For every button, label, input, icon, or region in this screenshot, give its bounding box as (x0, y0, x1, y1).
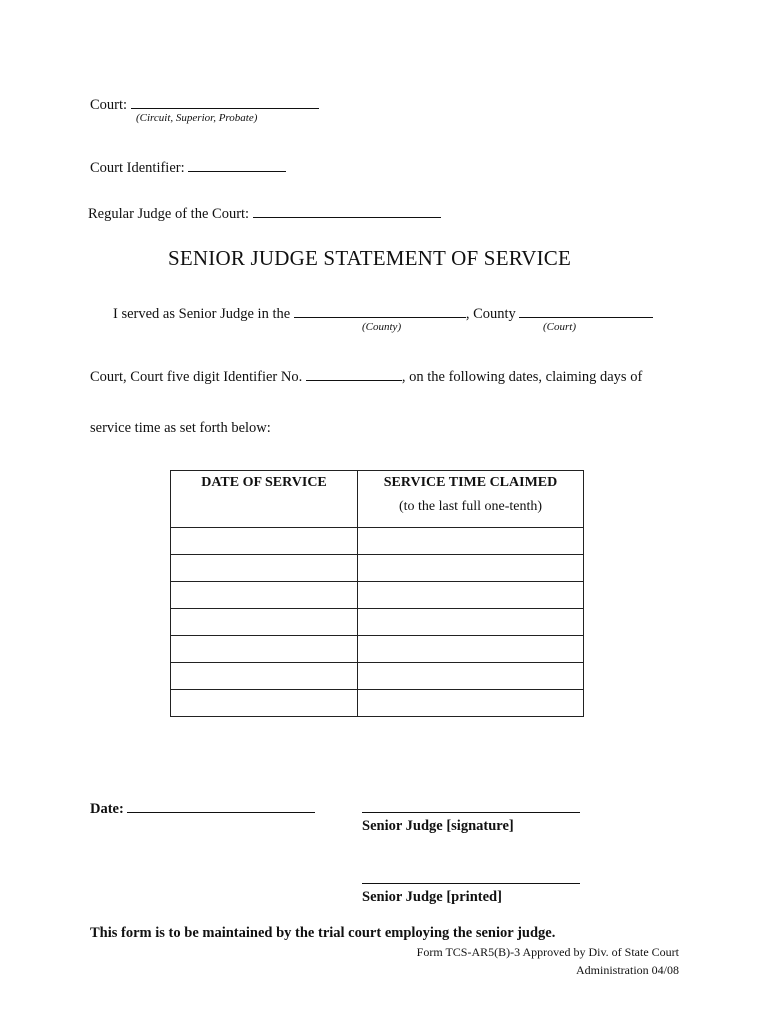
regular-judge-field (88, 203, 441, 223)
identifier-suffix: , on the following dates, claiming days of (401, 369, 643, 385)
signature-line[interactable] (362, 812, 580, 813)
county-input[interactable] (294, 303, 466, 318)
service-time-subheader: (to the last full one-tenth) (398, 499, 543, 514)
date-cell[interactable] (171, 582, 358, 609)
time-cell[interactable] (358, 663, 584, 690)
court-label: Court: (90, 97, 128, 113)
county-label: , County (465, 306, 516, 322)
table-row (171, 663, 584, 690)
date-label: Date: (90, 801, 124, 817)
page-title: SENIOR JUDGE STATEMENT OF SERVICE (168, 246, 572, 270)
court-identifier-label: Court Identifier: (90, 160, 185, 176)
time-cell[interactable] (358, 609, 584, 636)
table-header-row (171, 471, 584, 528)
time-cell[interactable] (358, 690, 584, 717)
service-table (170, 470, 584, 717)
date-input[interactable] (127, 798, 315, 813)
court-identifier-input[interactable] (188, 157, 286, 172)
form-number: Form TCS-AR5(B)-3 Approved by Div. of State Court (416, 945, 679, 959)
date-of-service-header (171, 471, 358, 528)
table-row (171, 609, 584, 636)
court-identifier-field (90, 157, 286, 177)
court-field (90, 94, 319, 114)
time-cell[interactable] (358, 528, 584, 555)
date-cell[interactable] (171, 636, 358, 663)
service-time-header-label: SERVICE TIME CLAIMED (383, 475, 558, 490)
court-name-hint: (Court) (543, 321, 576, 333)
statement-line-2 (90, 366, 642, 386)
signature-label: Senior Judge [signature] (362, 818, 514, 834)
statement-line-3: service time as set forth below: (90, 420, 271, 436)
court-name-input[interactable] (519, 303, 653, 318)
statement-line-1 (113, 303, 653, 323)
statement-prefix: I served as Senior Judge in the (113, 306, 291, 322)
table-row (171, 555, 584, 582)
date-cell[interactable] (171, 663, 358, 690)
time-cell[interactable] (358, 555, 584, 582)
printed-name-line[interactable] (362, 883, 580, 884)
footer-notice: This form is to be maintained by the trial court employing the senior judge. (90, 925, 556, 941)
court-hint: (Circuit, Superior, Probate) (136, 112, 258, 124)
date-cell[interactable] (171, 690, 358, 717)
date-field (90, 798, 315, 818)
court-input[interactable] (131, 94, 319, 109)
regular-judge-input[interactable] (253, 203, 441, 218)
date-cell[interactable] (171, 609, 358, 636)
time-cell[interactable] (358, 582, 584, 609)
regular-judge-label: Regular Judge of the Court: (88, 206, 250, 222)
table-row (171, 528, 584, 555)
table-row (171, 582, 584, 609)
form-administration: Administration 04/08 (576, 963, 679, 977)
table-row (171, 690, 584, 717)
date-of-service-header-label: DATE OF SERVICE (201, 475, 327, 490)
printed-name-label: Senior Judge [printed] (362, 889, 502, 905)
time-cell[interactable] (358, 636, 584, 663)
date-cell[interactable] (171, 528, 358, 555)
county-hint: (County) (362, 321, 402, 333)
identifier-number-input[interactable] (306, 366, 402, 381)
service-time-header (358, 471, 584, 528)
identifier-prefix: Court, Court five digit Identifier No. (90, 369, 303, 385)
table-row (171, 636, 584, 663)
date-cell[interactable] (171, 555, 358, 582)
